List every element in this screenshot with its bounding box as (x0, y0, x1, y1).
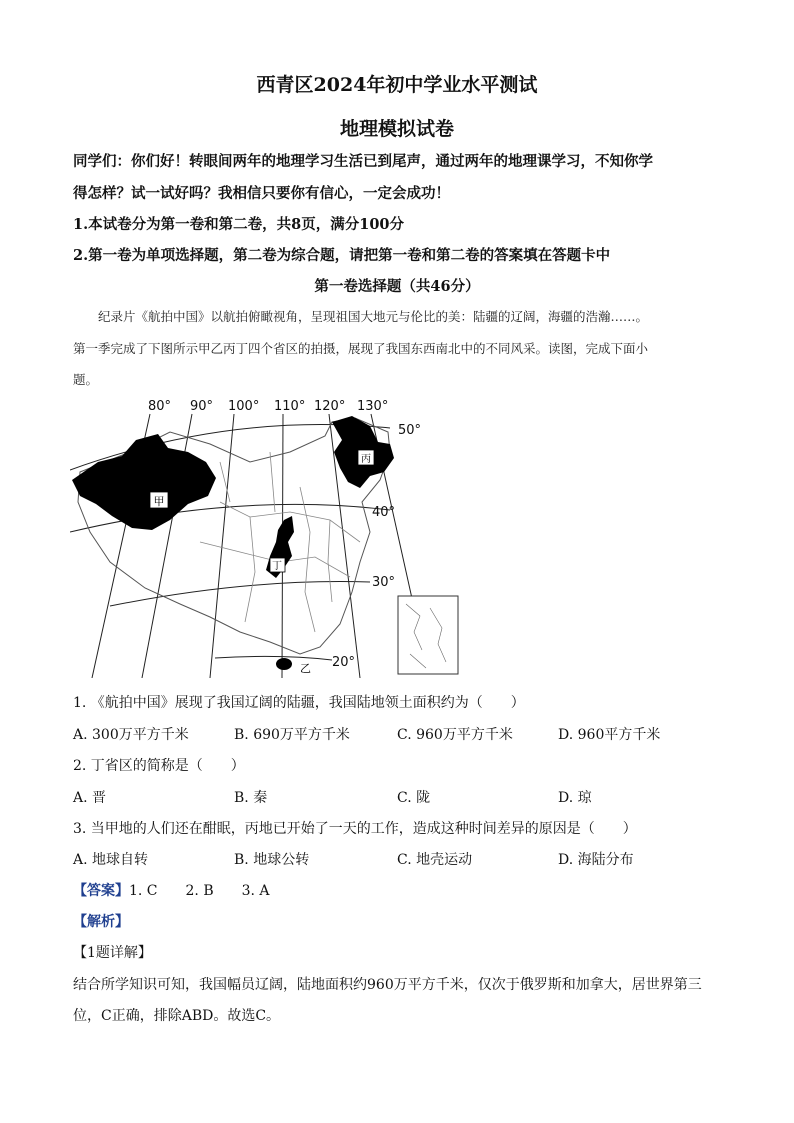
analysis-detail-label: 【1题详解】 (73, 945, 152, 961)
lon-label-120: 120° (314, 399, 346, 414)
analysis-label: 【解析】 (73, 914, 129, 930)
exam-title: 西青区2024年初中学业水平测试 (256, 74, 538, 96)
q3-option-c[interactable]: C. 地壳运动 (397, 852, 473, 868)
intro-line-2: 得怎样？试一试好吗？我相信只要你有信心，一定会成功！ (73, 185, 450, 202)
analysis-line-1: 结合所学知识可知，我国幅员辽阔，陆地面积约960万平方千米，仅次于俄罗斯和加拿大，居世界第三 (73, 977, 702, 993)
q1-option-d[interactable]: D. 960平方千米 (558, 727, 661, 743)
question-1-stem: 1. 《航拍中国》展现了我国辽阔的陆疆，我国陆地领土面积约为（ ） (73, 695, 525, 711)
answer-label: 【答案】 (73, 883, 129, 899)
province-jia (72, 434, 216, 530)
label-ding: 丁 (272, 561, 282, 572)
label-yi: 乙 (300, 662, 311, 675)
lat-label-40: 40° (372, 505, 396, 520)
passage-line-2: 第一季完成了下图所示甲乙丙丁四个省区的拍摄，展现了我国东西南北中的不同风采。读图，完成下面小 (73, 341, 649, 356)
province-yi (276, 658, 292, 670)
lat-label-20: 20° (332, 655, 356, 670)
section-title: 第一卷选择题（共46分） (314, 278, 480, 295)
q3-option-d[interactable]: D. 海陆分布 (558, 852, 634, 868)
lat-label-50: 50° (398, 423, 422, 438)
rule-1: 1.本试卷分为第一卷和第二卷，共8页，满分100分 (73, 216, 404, 233)
q1-option-a[interactable]: A. 300万平方千米 (73, 727, 189, 743)
answer-values: 1. C 2. B 3. A (129, 883, 270, 899)
answer-row (73, 880, 270, 900)
intro-line-1: 同学们：你们好！转眼间两年的地理学习生活已到尾声，通过两年的地理课学习，不知你学 (73, 153, 653, 170)
china-province-map (70, 392, 490, 678)
label-bing: 丙 (361, 454, 371, 465)
analysis-line-2: 位，C正确，排除ABD。故选C。 (73, 1008, 281, 1024)
q1-option-b[interactable]: B. 690万平方千米 (234, 727, 350, 743)
question-3-stem: 3. 当甲地的人们还在酣眠，丙地已开始了一天的工作，造成这种时间差异的原因是（ ） (73, 821, 637, 837)
rule-2: 2.第一卷为单项选择题，第二卷为综合题，请把第一卷和第二卷的答案填在答题卡中 (73, 247, 611, 264)
lat-label-30: 30° (372, 575, 396, 590)
label-jia: 甲 (153, 495, 165, 508)
exam-subtitle: 地理模拟试卷 (339, 118, 454, 140)
q2-option-d[interactable]: D. 琼 (558, 790, 592, 806)
lon-label-130: 130° (357, 399, 389, 414)
longitude-labels (148, 399, 388, 414)
passage-line-3: 题。 (73, 372, 99, 387)
q2-option-b[interactable]: B. 秦 (234, 790, 268, 806)
passage-line-1: 纪录片《航拍中国》以航拍俯瞰视角，呈现祖国大地元与伦比的美：陆疆的辽阔，海疆的浩瀚……。 (98, 309, 649, 324)
q3-option-b[interactable]: B. 地球公转 (234, 852, 310, 868)
question-2-stem: 2. 丁省区的简称是（ ） (73, 758, 245, 774)
q2-option-c[interactable]: C. 陇 (397, 790, 431, 806)
lon-label-80: 80° (148, 399, 172, 414)
lon-label-100: 100° (228, 399, 260, 414)
south-china-sea-inset (398, 596, 458, 674)
lon-label-90: 90° (190, 399, 214, 414)
lon-label-110: 110° (274, 399, 306, 414)
q1-option-c[interactable]: C. 960万平方千米 (397, 727, 513, 743)
q3-option-a[interactable]: A. 地球自转 (73, 852, 149, 868)
q2-option-a[interactable]: A. 晋 (73, 790, 107, 806)
